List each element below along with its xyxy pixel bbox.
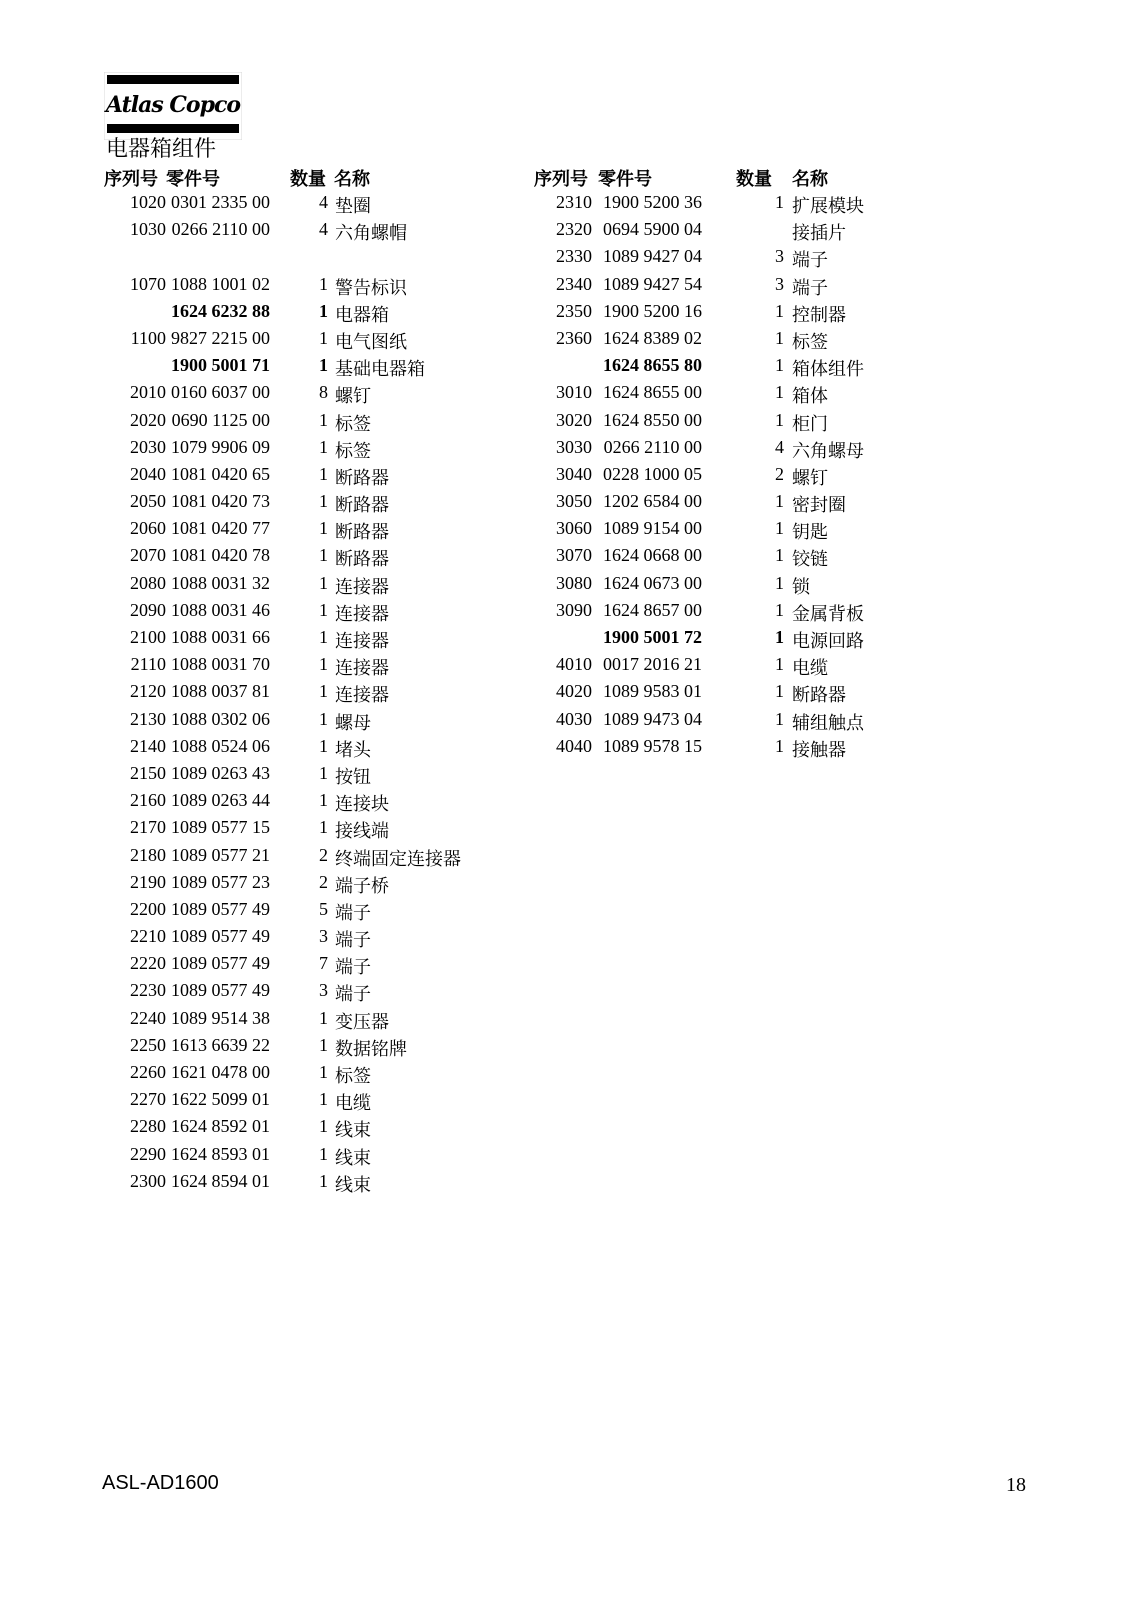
row-seq-number: 2240 bbox=[130, 1007, 166, 1028]
row-name: 断路器 bbox=[335, 549, 389, 570]
row-part-number: 1624 8550 00 bbox=[603, 409, 702, 430]
row-part-number: 1089 0577 15 bbox=[171, 817, 270, 838]
row-name: 端子 bbox=[335, 957, 371, 978]
row-part-number: 1089 0577 49 bbox=[171, 953, 270, 974]
row-name: 箱体组件 bbox=[792, 359, 864, 380]
row-seq-number: 2100 bbox=[130, 627, 166, 647]
row-part-number: 1088 0031 32 bbox=[171, 572, 270, 593]
row-seq-number: 1100 bbox=[130, 327, 166, 348]
row-name: 电源回路 bbox=[792, 631, 864, 651]
row-name: 电缆 bbox=[792, 658, 828, 679]
row-quantity: 1 bbox=[775, 735, 784, 756]
row-name: 断路器 bbox=[335, 522, 389, 543]
row-quantity: 4 bbox=[775, 436, 784, 457]
row-seq-number: 2080 bbox=[130, 572, 166, 593]
row-name: 扩展模块 bbox=[792, 196, 864, 216]
row-name: 电器箱 bbox=[335, 304, 389, 325]
row-quantity: 1 bbox=[775, 599, 784, 620]
atlas-copco-logo bbox=[104, 72, 242, 140]
row-seq-number: 2250 bbox=[130, 1034, 166, 1055]
row-quantity: 1 bbox=[775, 327, 784, 348]
row-quantity: 1 bbox=[319, 762, 328, 783]
row-part-number: 1089 0577 49 bbox=[171, 926, 270, 947]
row-part-number: 1624 0673 00 bbox=[603, 572, 702, 593]
row-name: 堵头 bbox=[335, 739, 371, 760]
row-quantity: 1 bbox=[319, 273, 328, 294]
header-part: 零件号 bbox=[598, 169, 652, 190]
page-number: 18 bbox=[1006, 1474, 1026, 1496]
row-seq-number: 2120 bbox=[130, 681, 166, 702]
row-part-number: 0694 5900 04 bbox=[603, 219, 702, 240]
row-seq-number: 2290 bbox=[130, 1143, 166, 1164]
row-name: 电缆 bbox=[335, 1093, 371, 1114]
row-name: 密封圈 bbox=[792, 495, 846, 516]
row-part-number: 0160 6037 00 bbox=[171, 382, 270, 403]
row-part-number: 1624 8389 02 bbox=[603, 327, 702, 348]
row-part-number: 0017 2016 21 bbox=[603, 654, 702, 675]
row-name: 螺钉 bbox=[335, 386, 371, 407]
row-quantity: 3 bbox=[319, 926, 328, 947]
row-name: 铰链 bbox=[792, 549, 828, 570]
row-part-number: 1089 9514 38 bbox=[171, 1007, 270, 1028]
row-seq-number: 2200 bbox=[130, 898, 166, 919]
row-name: 标签 bbox=[792, 331, 828, 352]
row-name: 六角螺帽 bbox=[335, 223, 407, 244]
row-name: 端子 bbox=[335, 930, 371, 951]
row-part-number: 1900 5001 71 bbox=[171, 355, 270, 376]
row-name: 标签 bbox=[335, 1066, 371, 1086]
row-part-number: 1900 5001 72 bbox=[603, 627, 702, 647]
row-name: 电气图纸 bbox=[335, 331, 407, 352]
row-seq-number: 2110 bbox=[130, 654, 166, 675]
row-seq-number: 2160 bbox=[130, 790, 166, 811]
row-quantity: 1 bbox=[775, 192, 784, 212]
row-part-number: 1089 9583 01 bbox=[603, 681, 702, 702]
row-seq-number: 3090 bbox=[556, 599, 592, 620]
row-part-number: 1088 0031 66 bbox=[171, 627, 270, 647]
row-name: 端子桥 bbox=[335, 875, 389, 896]
row-name: 断路器 bbox=[335, 495, 389, 516]
row-quantity: 5 bbox=[319, 898, 328, 919]
row-part-number: 0690 1125 00 bbox=[171, 409, 270, 430]
row-quantity: 1 bbox=[319, 1170, 328, 1191]
row-seq-number: 4040 bbox=[556, 735, 592, 756]
row-name: 按钮 bbox=[335, 766, 371, 787]
row-quantity: 1 bbox=[775, 409, 784, 430]
row-quantity: 1 bbox=[319, 708, 328, 729]
row-quantity: 8 bbox=[319, 382, 328, 403]
row-name: 钥匙 bbox=[792, 522, 828, 543]
row-seq-number: 2030 bbox=[130, 436, 166, 457]
row-seq-number: 2210 bbox=[130, 926, 166, 947]
row-name: 终端固定连接器 bbox=[335, 848, 461, 869]
row-part-number: 1088 0037 81 bbox=[171, 681, 270, 702]
row-seq-number: 2270 bbox=[130, 1089, 166, 1110]
row-quantity: 4 bbox=[319, 219, 328, 240]
row-name: 端子 bbox=[792, 250, 828, 271]
row-part-number: 1089 0577 21 bbox=[171, 844, 270, 865]
row-part-number: 1613 6639 22 bbox=[171, 1034, 270, 1055]
header-qty: 数量 bbox=[736, 169, 772, 190]
row-name: 端子 bbox=[335, 984, 371, 1005]
row-quantity: 1 bbox=[319, 790, 328, 811]
row-quantity: 1 bbox=[319, 491, 328, 512]
row-part-number: 1089 0577 49 bbox=[171, 980, 270, 1001]
row-quantity: 1 bbox=[775, 708, 784, 729]
row-part-number: 1081 0420 73 bbox=[171, 491, 270, 512]
row-seq-number: 2220 bbox=[130, 953, 166, 974]
row-seq-number: 2010 bbox=[130, 382, 166, 403]
row-part-number: 1900 5200 16 bbox=[603, 300, 702, 321]
row-name: 接线端 bbox=[335, 821, 389, 842]
row-part-number: 1624 8594 01 bbox=[171, 1170, 270, 1191]
row-quantity: 3 bbox=[775, 273, 784, 294]
row-quantity: 1 bbox=[319, 735, 328, 756]
row-name: 数据铭牌 bbox=[335, 1038, 407, 1059]
row-quantity: 2 bbox=[775, 463, 784, 484]
row-seq-number: 3030 bbox=[556, 436, 592, 457]
row-part-number: 1089 9427 04 bbox=[603, 246, 702, 267]
row-quantity: 1 bbox=[775, 627, 784, 647]
row-part-number: 1089 0263 44 bbox=[171, 790, 270, 811]
row-part-number: 1088 1001 02 bbox=[171, 273, 270, 294]
row-name: 金属背板 bbox=[792, 603, 864, 624]
row-quantity: 1 bbox=[319, 654, 328, 675]
row-seq-number: 2310 bbox=[556, 192, 592, 212]
row-seq-number: 4010 bbox=[556, 654, 592, 675]
row-name: 连接器 bbox=[335, 631, 389, 651]
row-seq-number: 2150 bbox=[130, 762, 166, 783]
row-part-number: 1624 8592 01 bbox=[171, 1116, 270, 1137]
row-name: 基础电器箱 bbox=[335, 359, 425, 380]
row-quantity: 1 bbox=[319, 463, 328, 484]
row-quantity: 1 bbox=[319, 1007, 328, 1028]
row-part-number: 1089 0263 43 bbox=[171, 762, 270, 783]
row-seq-number: 2070 bbox=[130, 545, 166, 566]
row-name: 断路器 bbox=[335, 467, 389, 488]
row-part-number: 1622 5099 01 bbox=[171, 1089, 270, 1110]
row-quantity: 1 bbox=[775, 572, 784, 593]
row-seq-number: 2340 bbox=[556, 273, 592, 294]
row-name: 警告标识 bbox=[335, 277, 407, 298]
row-name: 连接器 bbox=[335, 603, 389, 624]
row-part-number: 0266 2110 00 bbox=[603, 436, 702, 457]
row-seq-number: 1070 bbox=[130, 273, 166, 294]
header-name: 名称 bbox=[792, 169, 828, 190]
row-part-number: 1089 0577 49 bbox=[171, 898, 270, 919]
svg-text:Atlas Copco: Atlas Copco bbox=[105, 92, 241, 118]
row-seq-number: 2350 bbox=[556, 300, 592, 321]
row-quantity: 3 bbox=[775, 246, 784, 267]
row-part-number: 1081 0420 77 bbox=[171, 518, 270, 539]
row-part-number: 1089 9154 00 bbox=[603, 518, 702, 539]
row-part-number: 1088 0031 46 bbox=[171, 599, 270, 620]
row-quantity: 2 bbox=[319, 871, 328, 892]
row-part-number: 1089 9473 04 bbox=[603, 708, 702, 729]
row-quantity: 1 bbox=[319, 355, 328, 376]
parts-list bbox=[0, 162, 1130, 1262]
row-quantity: 1 bbox=[775, 518, 784, 539]
row-seq-number: 2050 bbox=[130, 491, 166, 512]
row-part-number: 1621 0478 00 bbox=[171, 1062, 270, 1082]
section-title: 电器箱组件 bbox=[106, 136, 217, 161]
row-part-number: 1089 9578 15 bbox=[603, 735, 702, 756]
row-seq-number: 3060 bbox=[556, 518, 592, 539]
row-quantity: 1 bbox=[319, 817, 328, 838]
row-seq-number: 4020 bbox=[556, 681, 592, 702]
row-name: 连接器 bbox=[335, 658, 389, 679]
row-part-number: 0266 2110 00 bbox=[171, 219, 270, 240]
document-code: ASL-AD1600 bbox=[102, 1472, 219, 1494]
row-name: 锁 bbox=[792, 576, 810, 597]
row-seq-number: 2040 bbox=[130, 463, 166, 484]
row-quantity: 1 bbox=[319, 409, 328, 430]
row-seq-number: 3040 bbox=[556, 463, 592, 484]
row-part-number: 1202 6584 00 bbox=[603, 491, 702, 512]
row-seq-number: 3080 bbox=[556, 572, 592, 593]
row-part-number: 1089 0577 23 bbox=[171, 871, 270, 892]
row-name: 垫圈 bbox=[335, 196, 371, 216]
row-quantity: 7 bbox=[319, 953, 328, 974]
row-name: 连接器 bbox=[335, 576, 389, 597]
row-name: 六角螺母 bbox=[792, 440, 864, 461]
row-seq-number: 2330 bbox=[556, 246, 592, 267]
row-seq-number: 2140 bbox=[130, 735, 166, 756]
row-quantity: 2 bbox=[319, 844, 328, 865]
row-quantity: 1 bbox=[775, 545, 784, 566]
header-seq: 序列号 bbox=[534, 169, 588, 190]
row-quantity: 1 bbox=[319, 572, 328, 593]
row-part-number: 1624 0668 00 bbox=[603, 545, 702, 566]
row-name: 控制器 bbox=[792, 304, 846, 325]
row-seq-number: 2190 bbox=[130, 871, 166, 892]
row-part-number: 1088 0031 70 bbox=[171, 654, 270, 675]
row-quantity: 1 bbox=[775, 300, 784, 321]
row-part-number: 1088 0302 06 bbox=[171, 708, 270, 729]
row-quantity: 1 bbox=[775, 355, 784, 376]
row-quantity: 4 bbox=[319, 192, 328, 212]
row-part-number: 1088 0524 06 bbox=[171, 735, 270, 756]
row-part-number: 1624 6232 88 bbox=[171, 300, 270, 321]
row-part-number: 1079 9906 09 bbox=[171, 436, 270, 457]
row-name: 柜门 bbox=[792, 413, 828, 434]
row-seq-number: 1030 bbox=[130, 219, 166, 240]
row-part-number: 1624 8657 00 bbox=[603, 599, 702, 620]
row-seq-number: 2180 bbox=[130, 844, 166, 865]
row-seq-number: 2020 bbox=[130, 409, 166, 430]
row-name: 接触器 bbox=[792, 739, 846, 760]
row-name: 螺母 bbox=[335, 712, 371, 733]
row-part-number: 1081 0420 65 bbox=[171, 463, 270, 484]
row-seq-number: 2230 bbox=[130, 980, 166, 1001]
row-name: 端子 bbox=[335, 902, 371, 923]
row-seq-number: 1020 bbox=[130, 192, 166, 212]
row-quantity: 1 bbox=[319, 518, 328, 539]
row-quantity: 1 bbox=[775, 491, 784, 512]
row-quantity: 1 bbox=[319, 1089, 328, 1110]
row-part-number: 1900 5200 36 bbox=[603, 192, 702, 212]
row-name: 连接块 bbox=[335, 794, 389, 815]
header-qty: 数量 bbox=[290, 169, 326, 190]
row-quantity: 1 bbox=[319, 436, 328, 457]
row-name: 螺钉 bbox=[792, 467, 828, 488]
row-seq-number: 3050 bbox=[556, 491, 592, 512]
row-part-number: 9827 2215 00 bbox=[171, 327, 270, 348]
row-quantity: 1 bbox=[319, 599, 328, 620]
row-quantity: 1 bbox=[319, 1034, 328, 1055]
row-quantity: 1 bbox=[319, 681, 328, 702]
row-part-number: 0301 2335 00 bbox=[171, 192, 270, 212]
row-part-number: 1089 9427 54 bbox=[603, 273, 702, 294]
row-name: 断路器 bbox=[792, 685, 846, 706]
row-seq-number: 2090 bbox=[130, 599, 166, 620]
row-name: 箱体 bbox=[792, 386, 828, 407]
row-name: 标签 bbox=[335, 413, 371, 434]
row-seq-number: 2300 bbox=[130, 1170, 166, 1191]
row-name: 线束 bbox=[335, 1120, 371, 1141]
row-seq-number: 2260 bbox=[130, 1062, 166, 1082]
row-seq-number: 2280 bbox=[130, 1116, 166, 1137]
header-part: 零件号 bbox=[166, 169, 220, 190]
row-name: 连接器 bbox=[335, 685, 389, 706]
row-quantity: 1 bbox=[319, 1062, 328, 1082]
row-seq-number: 2320 bbox=[556, 219, 592, 240]
row-seq-number: 2360 bbox=[556, 327, 592, 348]
row-name: 接插片 bbox=[792, 223, 846, 244]
row-part-number: 1624 8593 01 bbox=[171, 1143, 270, 1164]
row-quantity: 3 bbox=[319, 980, 328, 1001]
row-part-number: 1081 0420 78 bbox=[171, 545, 270, 566]
row-name: 变压器 bbox=[335, 1011, 389, 1032]
row-quantity: 1 bbox=[775, 382, 784, 403]
row-name: 端子 bbox=[792, 277, 828, 298]
row-seq-number: 2130 bbox=[130, 708, 166, 729]
row-seq-number: 4030 bbox=[556, 708, 592, 729]
row-seq-number: 3010 bbox=[556, 382, 592, 403]
row-quantity: 1 bbox=[319, 627, 328, 647]
row-seq-number: 3020 bbox=[556, 409, 592, 430]
row-part-number: 1624 8655 80 bbox=[603, 355, 702, 376]
row-seq-number: 2170 bbox=[130, 817, 166, 838]
row-quantity: 1 bbox=[319, 327, 328, 348]
row-name: 辅组触点 bbox=[792, 712, 864, 733]
row-part-number: 0228 1000 05 bbox=[603, 463, 702, 484]
row-name: 线束 bbox=[335, 1147, 371, 1168]
row-quantity: 1 bbox=[319, 1143, 328, 1164]
row-quantity: 1 bbox=[775, 681, 784, 702]
header-name: 名称 bbox=[334, 169, 370, 190]
row-seq-number: 2060 bbox=[130, 518, 166, 539]
row-quantity: 1 bbox=[319, 545, 328, 566]
row-quantity: 1 bbox=[319, 1116, 328, 1137]
row-part-number: 1624 8655 00 bbox=[603, 382, 702, 403]
header-seq: 序列号 bbox=[104, 169, 158, 190]
row-name: 线束 bbox=[335, 1174, 371, 1195]
row-quantity: 1 bbox=[319, 300, 328, 321]
row-quantity: 1 bbox=[775, 654, 784, 675]
row-seq-number: 3070 bbox=[556, 545, 592, 566]
row-name: 标签 bbox=[335, 440, 371, 461]
